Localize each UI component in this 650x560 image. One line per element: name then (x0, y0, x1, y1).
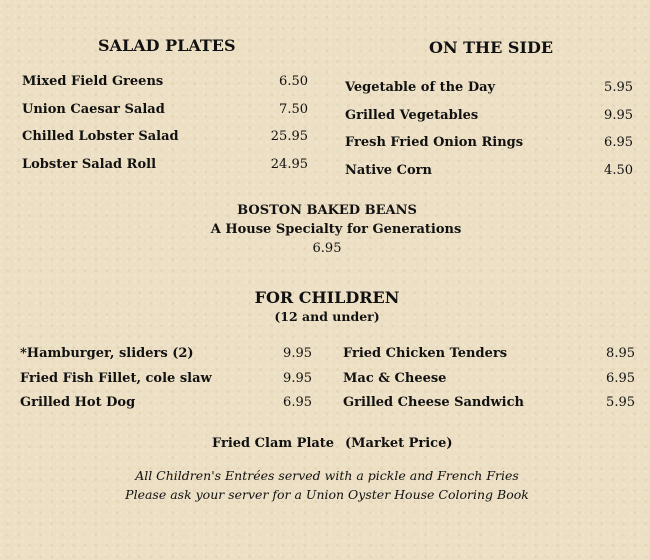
menu-item-name: Mixed Field Greens (22, 74, 164, 89)
menu-item-name: Grilled Vegetables (345, 108, 479, 123)
menu-item-price: 6.95 (606, 371, 635, 386)
menu-item-name: Grilled Hot Dog (20, 395, 136, 410)
menu-item-name: *Hamburger, sliders (2) (20, 346, 194, 361)
menu-item-price: 24.95 (270, 157, 308, 172)
menu-item-price: 9.95 (283, 346, 312, 361)
menu-item-price: 8.95 (606, 346, 635, 361)
menu-item-name: Mac & Cheese (343, 371, 447, 386)
menu-item-price: 6.50 (279, 74, 308, 89)
on-the-side-heading: ON THE SIDE (429, 38, 554, 57)
menu-item-name: Fried Chicken Tenders (343, 346, 508, 361)
menu-item-name: Chilled Lobster Salad (22, 129, 179, 144)
for-children-subtitle: (12 and under) (274, 309, 380, 324)
menu-item-name: Vegetable of the Day (345, 80, 496, 95)
menu-item-name: Fried Fish Fillet, cole slaw (20, 371, 212, 386)
menu-item-name: Lobster Salad Roll (22, 157, 157, 172)
for-children-heading: FOR CHILDREN (254, 288, 400, 307)
salad-plates-heading: SALAD PLATES (98, 36, 236, 55)
menu-item-price: 9.95 (604, 108, 633, 123)
childrens-entrees-note: All Children's Entrées served with a pickle and French Fries (135, 468, 519, 483)
menu-item-price: 6.95 (283, 395, 312, 410)
fried-clam-plate-name: Fried Clam Plate (212, 436, 335, 451)
menu-item-name: Grilled Cheese Sandwich (343, 395, 524, 410)
menu-item-price: 5.95 (604, 80, 633, 95)
menu-item-price: 4.50 (604, 163, 633, 178)
coloring-book-note: Please ask your server for a Union Oyster House Coloring Book (125, 487, 529, 502)
menu-item-name: Fresh Fried Onion Rings (345, 135, 524, 150)
baked-beans-subtitle: A House Specialty for Generations (210, 222, 462, 237)
menu-item-name: Native Corn (345, 163, 432, 178)
menu-item-price: 25.95 (270, 129, 308, 144)
menu-item-price: 5.95 (606, 395, 635, 410)
menu-item-price: 7.50 (279, 102, 308, 117)
menu-item-name: Union Caesar Salad (22, 102, 165, 117)
baked-beans-price: 6.95 (312, 241, 342, 256)
baked-beans-title: BOSTON BAKED BEANS (237, 203, 417, 218)
menu-item-price: 9.95 (283, 371, 312, 386)
menu-item-price: 6.95 (604, 135, 633, 150)
fried-clam-plate-price: (Market Price) (345, 436, 453, 451)
